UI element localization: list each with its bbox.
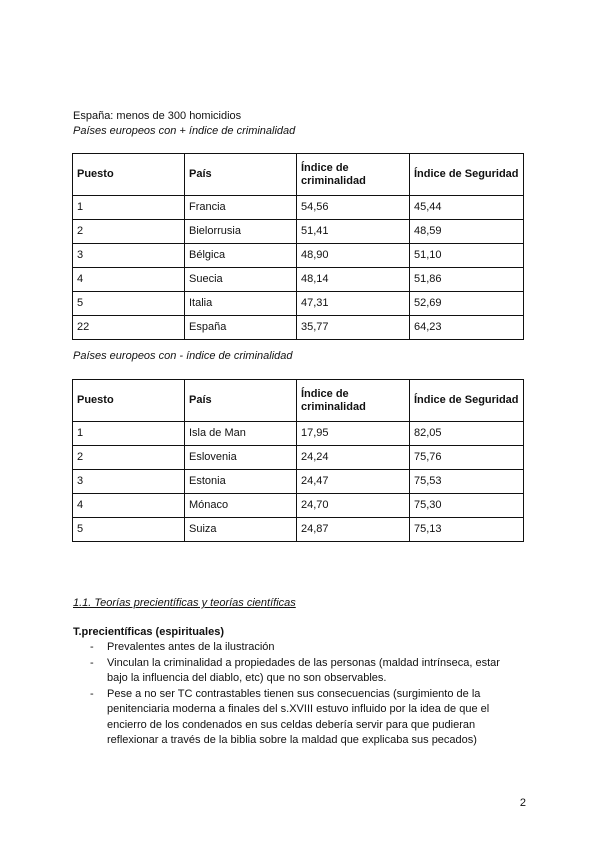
table-row bbox=[73, 470, 524, 494]
cell-seguridad: 51,10 bbox=[410, 244, 524, 268]
table1-title: Países europeos con + índice de criminalidad bbox=[73, 125, 296, 137]
cell-puesto: 2 bbox=[73, 446, 185, 470]
header-pais: País bbox=[185, 380, 297, 422]
cell-seguridad: 51,86 bbox=[410, 268, 524, 292]
cell-puesto: 5 bbox=[73, 518, 185, 542]
cell-criminalidad: 48,14 bbox=[297, 268, 410, 292]
table2-title: Países europeos con - índice de criminalidad bbox=[73, 350, 293, 362]
cell-criminalidad: 24,70 bbox=[297, 494, 410, 518]
cell-puesto: 1 bbox=[73, 196, 185, 220]
cell-seguridad: 48,59 bbox=[410, 220, 524, 244]
cell-puesto: 3 bbox=[73, 244, 185, 268]
cell-seguridad: 75,53 bbox=[410, 470, 524, 494]
table-row bbox=[73, 220, 524, 244]
cell-pais: Mónaco bbox=[185, 494, 297, 518]
subsection-heading: T.precientíficas (espirituales) bbox=[73, 626, 224, 638]
cell-puesto: 2 bbox=[73, 220, 185, 244]
table-header-row bbox=[73, 154, 524, 196]
bullet-dash: - bbox=[90, 656, 94, 669]
cell-seguridad: 75,30 bbox=[410, 494, 524, 518]
list-item bbox=[90, 640, 505, 656]
list-item-text: Pese a no ser TC contrastables tienen sus consecuencias (surgimiento de la penitenciaria moderna a finales del s.XVIII estuvo influido por la idea de que el encierro de los condenados en sus celdas debería servir para que pudieran reflexionar a través de la biblia sobre la maldad que explicaba sus pecados) bbox=[107, 687, 490, 746]
cell-seguridad: 75,13 bbox=[410, 518, 524, 542]
cell-puesto: 1 bbox=[73, 422, 185, 446]
cell-seguridad: 75,76 bbox=[410, 446, 524, 470]
cell-puesto: 4 bbox=[73, 494, 185, 518]
cell-pais: Bielorrusia bbox=[185, 220, 297, 244]
cell-puesto: 4 bbox=[73, 268, 185, 292]
header-pais: País bbox=[185, 154, 297, 196]
cell-seguridad: 52,69 bbox=[410, 292, 524, 316]
cell-criminalidad: 35,77 bbox=[297, 316, 410, 340]
header-puesto: Puesto bbox=[73, 154, 185, 196]
header-puesto: Puesto bbox=[73, 380, 185, 422]
table-row bbox=[73, 518, 524, 542]
cell-criminalidad: 54,56 bbox=[297, 196, 410, 220]
cell-pais: España bbox=[185, 316, 297, 340]
header-indice-criminalidad: Índice de criminalidad bbox=[297, 154, 410, 196]
list-item bbox=[90, 656, 505, 687]
cell-pais: Suiza bbox=[185, 518, 297, 542]
header-indice-seguridad: Índice de Seguridad bbox=[410, 380, 524, 422]
cell-puesto: 22 bbox=[73, 316, 185, 340]
intro-text: España: menos de 300 homicidios bbox=[73, 110, 242, 122]
cell-pais: Bélgica bbox=[185, 244, 297, 268]
cell-criminalidad: 24,47 bbox=[297, 470, 410, 494]
cell-criminalidad: 24,87 bbox=[297, 518, 410, 542]
table-row bbox=[73, 494, 524, 518]
cell-pais: Eslovenia bbox=[185, 446, 297, 470]
bullet-list bbox=[90, 640, 505, 749]
table-row bbox=[73, 422, 524, 446]
cell-pais: Francia bbox=[185, 196, 297, 220]
cell-criminalidad: 51,41 bbox=[297, 220, 410, 244]
table-row bbox=[73, 196, 524, 220]
crime-table-lowest bbox=[72, 379, 524, 542]
list-item-text: Vinculan la criminalidad a propiedades de las personas (maldad intrínseca, estar bajo la influencia del diablo, etc) que no son observables. bbox=[107, 656, 500, 684]
table-row bbox=[73, 244, 524, 268]
cell-seguridad: 82,05 bbox=[410, 422, 524, 446]
section-title: 1.1. Teorías precientíficas y teorías científicas bbox=[73, 597, 296, 609]
table-row bbox=[73, 268, 524, 292]
table-header-row bbox=[73, 380, 524, 422]
list-item-text: Prevalentes antes de la ilustración bbox=[107, 641, 275, 653]
cell-puesto: 5 bbox=[73, 292, 185, 316]
table-row bbox=[73, 316, 524, 340]
page-number: 2 bbox=[519, 797, 526, 809]
cell-criminalidad: 48,90 bbox=[297, 244, 410, 268]
cell-seguridad: 45,44 bbox=[410, 196, 524, 220]
cell-criminalidad: 47,31 bbox=[297, 292, 410, 316]
cell-criminalidad: 24,24 bbox=[297, 446, 410, 470]
header-indice-seguridad: Índice de Seguridad bbox=[410, 154, 524, 196]
cell-puesto: 3 bbox=[73, 470, 185, 494]
cell-pais: Isla de Man bbox=[185, 422, 297, 446]
cell-pais: Estonia bbox=[185, 470, 297, 494]
table-row bbox=[73, 292, 524, 316]
cell-criminalidad: 17,95 bbox=[297, 422, 410, 446]
list-item bbox=[90, 687, 505, 749]
bullet-dash: - bbox=[90, 687, 94, 700]
cell-pais: Italia bbox=[185, 292, 297, 316]
cell-seguridad: 64,23 bbox=[410, 316, 524, 340]
cell-pais: Suecia bbox=[185, 268, 297, 292]
bullet-dash: - bbox=[90, 641, 94, 653]
table-row bbox=[73, 446, 524, 470]
header-indice-criminalidad: Índice de criminalidad bbox=[297, 380, 410, 422]
crime-table-highest bbox=[72, 153, 524, 340]
